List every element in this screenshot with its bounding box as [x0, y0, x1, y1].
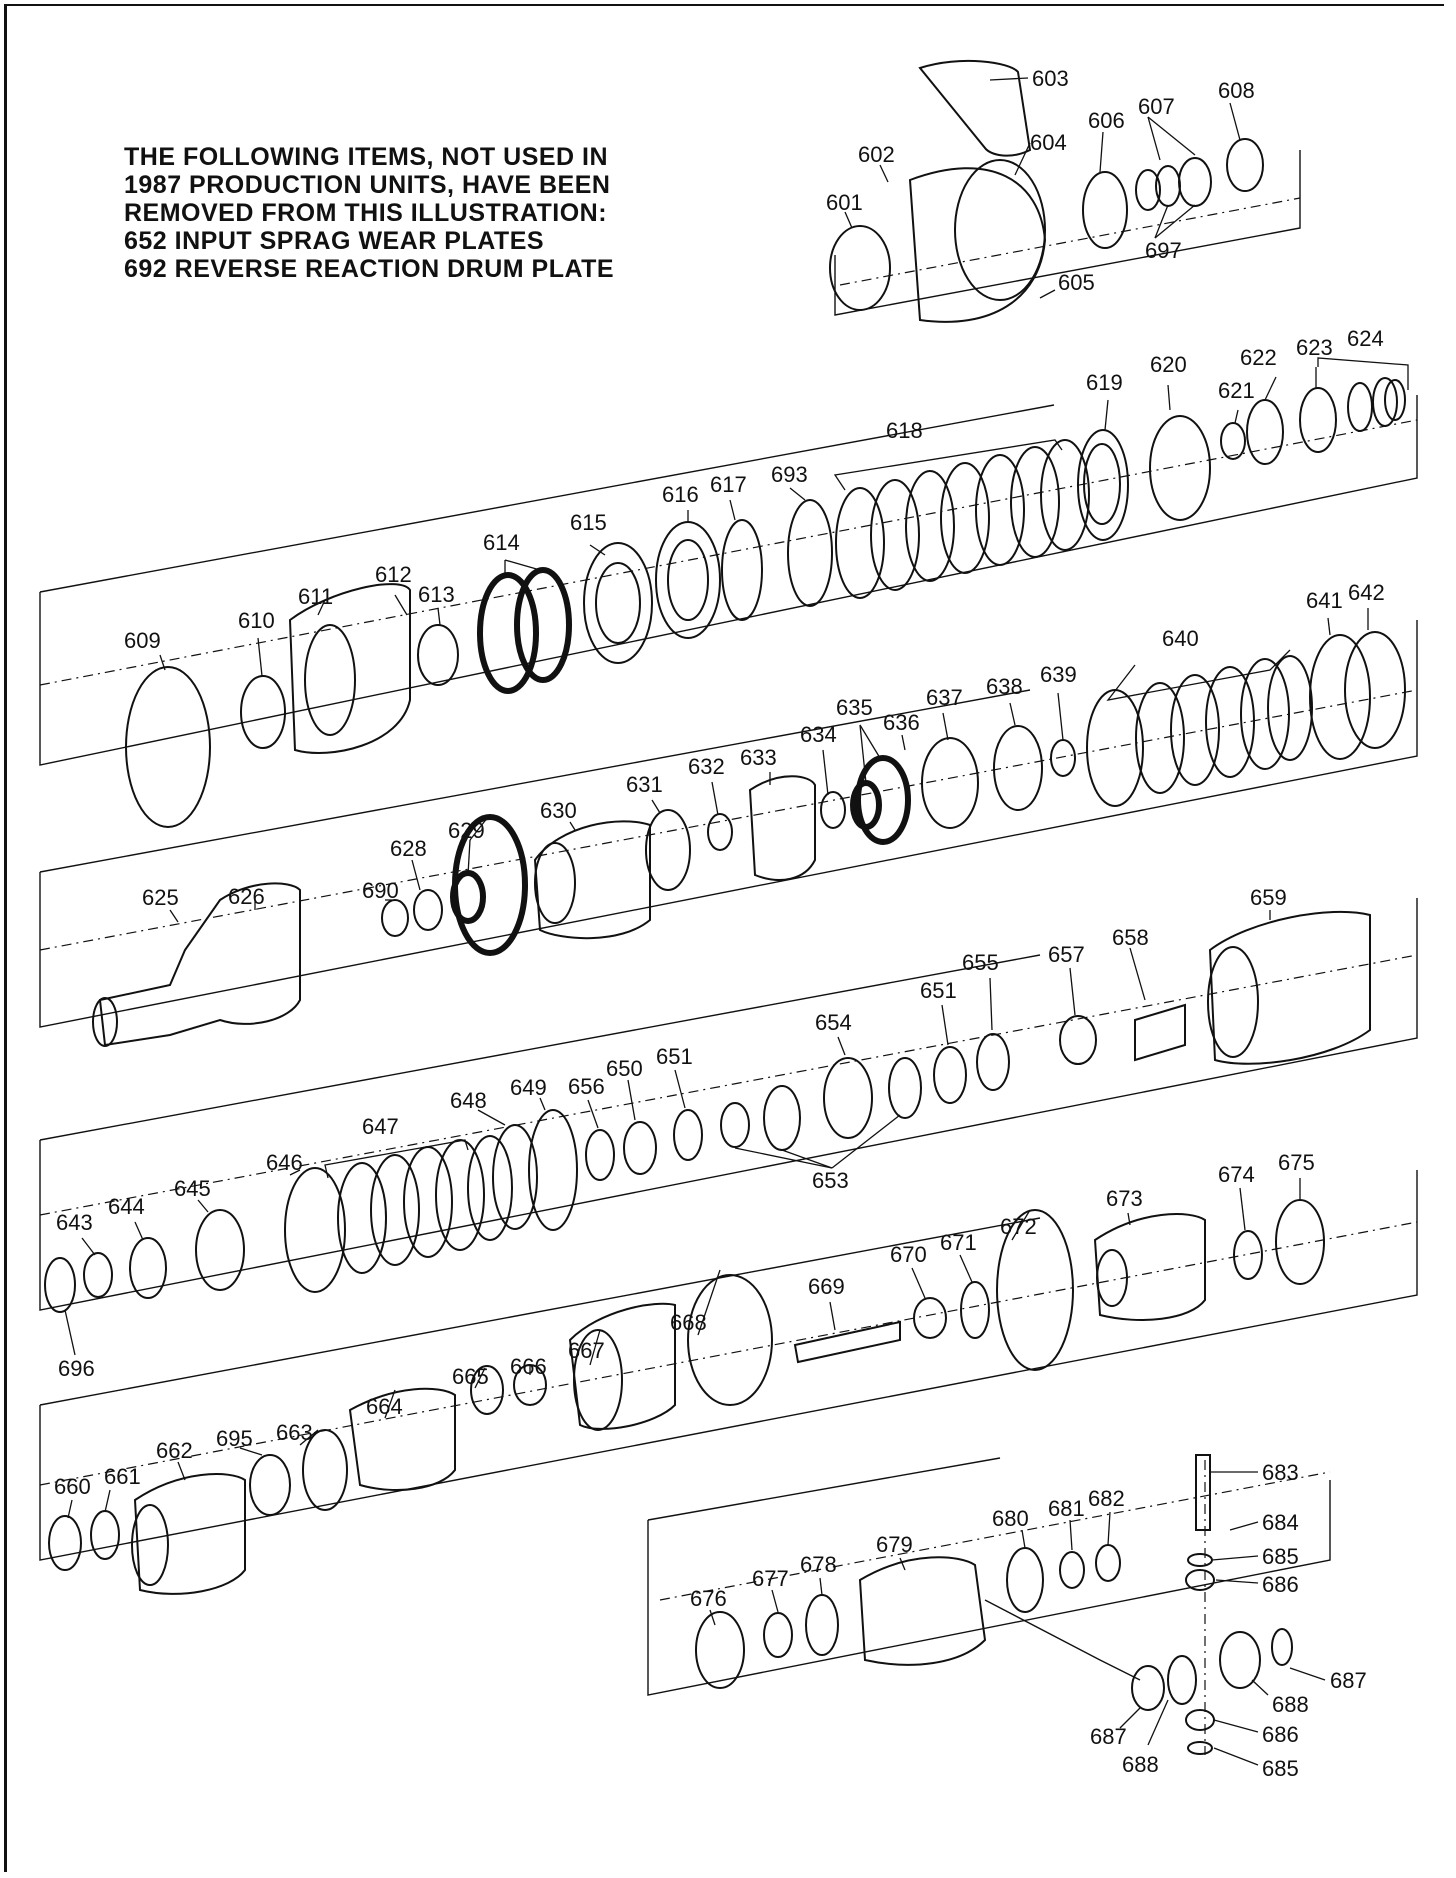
washer-606 [1083, 172, 1127, 248]
callout-label: 686 [1262, 1722, 1299, 1747]
callout-label: 611 [298, 584, 334, 609]
callout-label: 693 [771, 462, 808, 487]
callout-label: 616 [662, 482, 699, 507]
plate-646 [285, 1168, 345, 1292]
callout-label: 607 [1138, 94, 1175, 119]
housing-633 [750, 776, 815, 880]
callout-label: 619 [1086, 370, 1123, 395]
ring-671 [961, 1282, 989, 1338]
callout-label: 624 [1347, 326, 1384, 351]
callout-label: 682 [1088, 1486, 1125, 1511]
washer-682 [1096, 1545, 1120, 1581]
callout-label: 669 [808, 1274, 845, 1299]
callout-label: 678 [800, 1552, 837, 1577]
washer-687b [1132, 1666, 1164, 1710]
callout-label: 695 [216, 1426, 253, 1451]
note-line: 652 INPUT SPRAG WEAR PLATES [124, 227, 545, 255]
callout-label: 679 [876, 1532, 913, 1557]
race-653b [889, 1058, 921, 1118]
callout-label: 601 [826, 190, 863, 215]
callout-label: 653 [812, 1168, 849, 1193]
bushing-657 [1060, 1016, 1096, 1064]
callout-label: 650 [606, 1056, 643, 1081]
snapring-642 [1345, 632, 1405, 748]
shaft-626 [100, 883, 300, 1045]
callout-label: 613 [418, 582, 455, 607]
callout-label: 646 [266, 1150, 303, 1175]
washer-677 [764, 1613, 792, 1657]
washer-643 [84, 1253, 112, 1297]
washer-690 [382, 900, 408, 936]
drum-611 [290, 584, 410, 753]
callout-label: 631 [626, 772, 663, 797]
band-603 [920, 61, 1030, 156]
callout-label: 673 [1106, 1186, 1143, 1211]
callout-label: 681 [1048, 1496, 1085, 1521]
washer-685a [1188, 1554, 1212, 1566]
callout-label: 668 [670, 1310, 707, 1335]
callout-label: 677 [752, 1566, 789, 1591]
rings-624 [1348, 383, 1372, 431]
bushing-670 [914, 1298, 946, 1338]
callout-label: 630 [540, 798, 577, 823]
ring-651b [934, 1047, 966, 1103]
callout-label: 644 [108, 1194, 145, 1219]
snapring-620 [1150, 416, 1210, 520]
ring-639 [1051, 740, 1075, 776]
plate-648 [493, 1125, 537, 1229]
callout-label: 657 [1048, 942, 1085, 967]
callout-label: 680 [992, 1506, 1029, 1531]
callout-label: 688 [1122, 1752, 1159, 1777]
callout-label: 649 [510, 1075, 547, 1100]
callout-label: 620 [1150, 352, 1187, 377]
shaft-669 [795, 1322, 900, 1362]
callout-label: 622 [1240, 345, 1277, 370]
callout-label: 628 [390, 836, 427, 861]
callout-label: 608 [1218, 78, 1255, 103]
gear-688a [1220, 1632, 1260, 1688]
gear-686a [1186, 1570, 1214, 1590]
washer-634 [821, 792, 845, 828]
callout-label: 623 [1296, 335, 1333, 360]
callout-label: 638 [986, 674, 1023, 699]
callout-label: 633 [740, 745, 777, 770]
callout-label: 618 [886, 418, 923, 443]
callout-label: 655 [962, 950, 999, 975]
gear-686b [1186, 1710, 1214, 1730]
sprag-653 [764, 1086, 800, 1150]
callout-label: 642 [1348, 580, 1385, 605]
carrier-662 [135, 1474, 245, 1594]
note-line: REMOVED FROM THIS ILLUSTRATION: [124, 199, 608, 227]
bushing-608 [1227, 139, 1263, 191]
race-653a [721, 1103, 749, 1147]
callout-label: 634 [800, 722, 837, 747]
bushing-613 [418, 625, 458, 685]
piston-637 [922, 738, 978, 828]
note-line: 692 REVERSE REACTION DRUM PLATE [124, 255, 615, 283]
callout-label: 604 [1030, 130, 1067, 155]
callout-label: 651 [920, 978, 957, 1003]
callout-label: 641 [1306, 588, 1343, 613]
callout-label: 687 [1330, 1668, 1367, 1693]
bearing-622 [1247, 400, 1283, 464]
drum-659 [1210, 912, 1370, 1064]
ring-651a [674, 1110, 702, 1160]
callout-label: 683 [1262, 1460, 1299, 1485]
callout-label: 685 [1262, 1544, 1299, 1569]
gear-675 [1276, 1200, 1324, 1284]
callout-label: 690 [362, 878, 399, 903]
bearing-601 [830, 226, 890, 310]
callout-label: 670 [890, 1242, 927, 1267]
note-line: THE FOLLOWING ITEMS, NOT USED IN [124, 143, 609, 171]
callout-label: 643 [56, 1210, 93, 1235]
seal-635b [858, 758, 908, 842]
callout-label: 645 [174, 1176, 211, 1201]
washer-656 [586, 1130, 614, 1180]
callout-label: 654 [815, 1010, 852, 1035]
callout-label: 639 [1040, 662, 1077, 687]
callout-label: 609 [124, 628, 161, 653]
bearing-678 [806, 1595, 838, 1655]
callout-label: 666 [510, 1354, 547, 1379]
callout-label: 640 [1162, 626, 1199, 651]
washer-655 [977, 1034, 1009, 1090]
washer-681 [1060, 1552, 1084, 1588]
callout-label: 676 [690, 1586, 727, 1611]
callout-label: 667 [568, 1338, 605, 1363]
callout-label: 688 [1272, 1692, 1309, 1717]
callout-label: 685 [1262, 1756, 1299, 1781]
callout-label: 617 [710, 472, 747, 497]
callout-label: 632 [688, 754, 725, 779]
callout-label: 663 [276, 1420, 313, 1445]
callout-label: 651 [656, 1044, 693, 1069]
callout-leaders [65, 78, 1408, 1765]
housing-604 [955, 160, 1045, 300]
callout-label: 603 [1032, 66, 1069, 91]
band-668 [688, 1275, 772, 1405]
washer-674 [1234, 1231, 1262, 1279]
drum-667 [570, 1304, 675, 1429]
gear-688b [1168, 1656, 1196, 1704]
callout-label: 696 [58, 1356, 95, 1381]
sprag-631 [646, 810, 690, 890]
washer-685b [1188, 1742, 1212, 1754]
callout-label: 636 [883, 710, 920, 735]
callout-label: 635 [836, 695, 873, 720]
callout-label: 637 [926, 685, 963, 710]
callout-label: 664 [366, 1394, 403, 1419]
washer-687a [1272, 1629, 1292, 1665]
washer-623 [1300, 388, 1336, 452]
bushing-610 [241, 676, 285, 748]
callout-label: 672 [1000, 1214, 1037, 1239]
callout-label: 674 [1218, 1162, 1255, 1187]
callout-label: 614 [483, 530, 520, 555]
band-609 [126, 667, 210, 827]
gear-645 [196, 1210, 244, 1290]
callout-label: 629 [448, 818, 485, 843]
drum-630 [535, 821, 650, 938]
callout-label: 656 [568, 1074, 605, 1099]
callout-label: 615 [570, 510, 607, 535]
callout-label: 697 [1145, 238, 1182, 263]
callout-label: 647 [362, 1114, 399, 1139]
snapring-617 [722, 520, 762, 620]
callout-label: 621 [1218, 378, 1255, 403]
gear-654 [824, 1058, 872, 1138]
callout-label: 605 [1058, 270, 1095, 295]
seal-614b [517, 570, 569, 680]
ring-695 [250, 1455, 290, 1515]
callout-labels [54, 66, 1385, 1781]
callout-label: 660 [54, 1474, 91, 1499]
callout-label: 662 [156, 1438, 193, 1463]
callout-label: 686 [1262, 1572, 1299, 1597]
callout-label: 658 [1112, 925, 1149, 950]
callout-label: 648 [450, 1088, 487, 1113]
callout-label: 606 [1088, 108, 1125, 133]
note-line: 1987 PRODUCTION UNITS, HAVE BEEN [124, 171, 611, 199]
bushing-660 [49, 1516, 81, 1570]
callout-label: 665 [452, 1364, 489, 1389]
gear-680 [1007, 1548, 1043, 1612]
callout-label: 684 [1262, 1510, 1299, 1535]
bearing-650 [624, 1122, 656, 1174]
gear-673 [1095, 1214, 1205, 1320]
sprag-638 [994, 726, 1042, 810]
pin-683 [1196, 1455, 1210, 1530]
gear-676 [696, 1612, 744, 1688]
callout-label: 626 [228, 884, 265, 909]
washer-661 [91, 1511, 119, 1559]
ring-632 [708, 814, 732, 850]
callout-label: 602 [858, 142, 895, 167]
callout-label: 687 [1090, 1724, 1127, 1749]
bushing-696 [45, 1258, 75, 1312]
washer-628 [414, 890, 442, 930]
callout-label: 671 [940, 1230, 977, 1255]
clutch-plates-618 [788, 440, 1089, 606]
callout-label: 659 [1250, 885, 1287, 910]
callout-label: 625 [142, 885, 179, 910]
callout-label: 675 [1278, 1150, 1315, 1175]
bushing-621 [1221, 423, 1245, 459]
callout-label: 661 [104, 1464, 141, 1489]
callout-label: 610 [238, 608, 275, 633]
callout-label: 612 [375, 562, 412, 587]
shaft-658 [1135, 1005, 1185, 1060]
clutch-plates-647 [338, 1136, 512, 1273]
